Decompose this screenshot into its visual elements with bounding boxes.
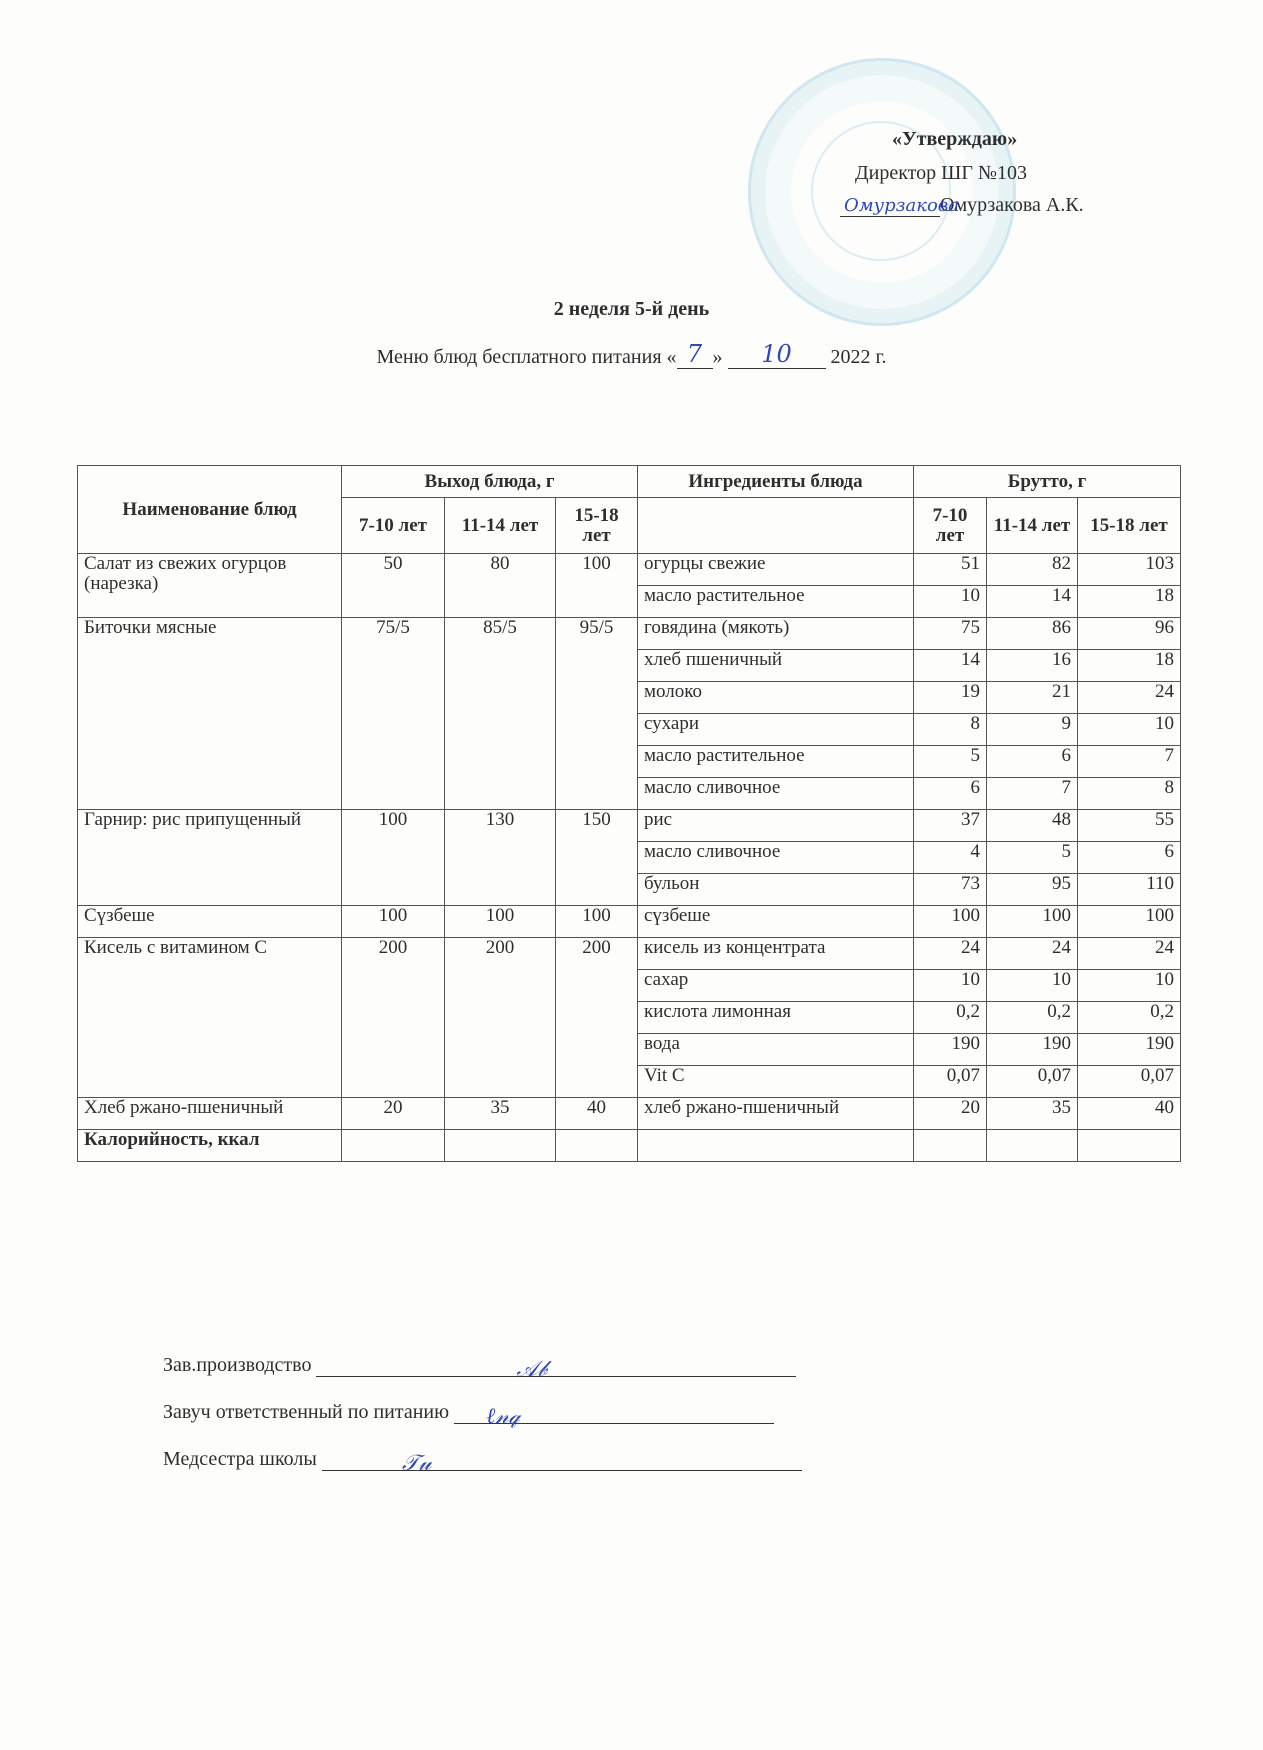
dish-yield: 95/5 [556, 618, 638, 810]
director-signature [840, 195, 959, 217]
dish-yield: 100 [556, 554, 638, 618]
ingredient-gross: 4 [914, 842, 987, 874]
ingredient-gross: 8 [1078, 778, 1181, 810]
ingredient-gross: 7 [1078, 746, 1181, 778]
calories-value-cell [1078, 1130, 1181, 1162]
header-ingredients-blank [638, 498, 914, 554]
signature-row-nurse [163, 1448, 802, 1476]
ingredient-gross: 16 [987, 650, 1078, 682]
ingredient-gross: 6 [914, 778, 987, 810]
dish-yield: 150 [556, 810, 638, 906]
ingredient-gross: 18 [1078, 586, 1181, 618]
ingredient-gross: 10 [1078, 970, 1181, 1002]
signature-label: Завуч ответственный по питанию [163, 1401, 450, 1423]
ingredient-gross: 40 [1078, 1098, 1181, 1130]
ingredient-gross: 5 [914, 746, 987, 778]
header-yield-age-15-18: 15-18 лет [556, 498, 638, 554]
dish-name: Биточки мясные [78, 618, 342, 810]
ingredient-gross: 75 [914, 618, 987, 650]
ingredient-gross: 14 [914, 650, 987, 682]
ingredient-gross: 19 [914, 682, 987, 714]
header-gross-age-15-18: 15-18 лет [1078, 498, 1181, 554]
dish-yield: 35 [445, 1098, 556, 1130]
ingredient-gross: 96 [1078, 618, 1181, 650]
table-row [78, 554, 1181, 586]
signature-line [454, 1403, 774, 1429]
ingredient-gross: 0,07 [914, 1066, 987, 1098]
ingredient-name: бульон [638, 874, 914, 906]
day-value: 7 [686, 340, 703, 368]
ingredient-gross: 95 [987, 874, 1078, 906]
ingredient-name: рис [638, 810, 914, 842]
ingredient-name: молоко [638, 682, 914, 714]
calories-row [78, 1130, 1181, 1162]
ingredient-gross: 35 [987, 1098, 1078, 1130]
calories-value-cell [342, 1130, 445, 1162]
dish-yield: 130 [445, 810, 556, 906]
calories-value-cell [445, 1130, 556, 1162]
ingredient-gross: 8 [914, 714, 987, 746]
ingredient-gross: 0,07 [987, 1066, 1078, 1098]
ingredient-gross: 18 [1078, 650, 1181, 682]
dish-name: Салат из свежих огурцов (нарезка) [78, 554, 342, 618]
ingredient-gross: 14 [987, 586, 1078, 618]
ingredient-gross: 20 [914, 1098, 987, 1130]
dish-yield: 100 [556, 906, 638, 938]
ingredient-name: масло растительное [638, 746, 914, 778]
page-title: 2 неделя 5-й день [553, 298, 710, 320]
header-yield-age-11-14: 11-14 лет [445, 498, 556, 554]
calories-value-cell [638, 1130, 914, 1162]
dish-yield: 85/5 [445, 618, 556, 810]
table-row [78, 1098, 1181, 1130]
month-value: 10 [761, 340, 792, 368]
ingredient-gross: 0,2 [987, 1002, 1078, 1034]
ingredient-gross: 100 [914, 906, 987, 938]
handwritten-signature-icon: ℓ𝓃𝓆 [486, 1404, 520, 1429]
ingredient-gross: 0,07 [1078, 1066, 1181, 1098]
ingredient-name: масло сливочное [638, 842, 914, 874]
subtitle-prefix: Меню блюд бесплатного питания « [376, 346, 677, 368]
dish-name: Кисель с витамином С [78, 938, 342, 1098]
month-field [728, 342, 826, 369]
ingredient-name: хлеб ржано-пшеничный [638, 1098, 914, 1130]
ingredient-gross: 190 [914, 1034, 987, 1066]
ingredient-gross: 10 [1078, 714, 1181, 746]
ingredient-gross: 24 [1078, 938, 1181, 970]
header-yield: Выход блюда, г [342, 466, 638, 498]
day-field [677, 342, 713, 369]
ingredient-gross: 10 [987, 970, 1078, 1002]
dish-yield: 80 [445, 554, 556, 618]
ingredient-gross: 73 [914, 874, 987, 906]
subtitle-middle: » [712, 346, 723, 368]
dish-yield: 20 [342, 1098, 445, 1130]
approval-heading: «Утверждаю» [892, 128, 1018, 150]
ingredient-gross: 24 [987, 938, 1078, 970]
ingredient-name: сухари [638, 714, 914, 746]
ingredient-gross: 100 [987, 906, 1078, 938]
dish-yield: 200 [342, 938, 445, 1098]
ingredient-gross: 24 [914, 938, 987, 970]
header-gross-age-7-10: 7-10 лет [914, 498, 987, 554]
header-gross: Брутто, г [914, 466, 1181, 498]
ingredient-gross: 55 [1078, 810, 1181, 842]
ingredient-gross: 103 [1078, 554, 1181, 586]
ingredient-gross: 24 [1078, 682, 1181, 714]
calories-value-cell [914, 1130, 987, 1162]
signature-line [322, 1450, 802, 1476]
table-row [78, 938, 1181, 970]
approval-signature-line [840, 194, 1084, 217]
ingredient-name: Vit C [638, 1066, 914, 1098]
signature-line [316, 1356, 796, 1382]
header-dish: Наименование блюд [78, 466, 342, 554]
table-row [78, 810, 1181, 842]
ingredient-gross: 6 [987, 746, 1078, 778]
dish-yield: 75/5 [342, 618, 445, 810]
official-stamp [748, 58, 1016, 326]
ingredient-name: говядина (мякоть) [638, 618, 914, 650]
ingredient-gross: 0,2 [1078, 1002, 1181, 1034]
ingredient-name: кислота лимонная [638, 1002, 914, 1034]
ingredient-name: сүзбеше [638, 906, 914, 938]
dish-yield: 100 [445, 906, 556, 938]
ingredient-gross: 86 [987, 618, 1078, 650]
dish-name: Гарнир: рис припущенный [78, 810, 342, 906]
signature-row-head-teacher [163, 1401, 774, 1429]
ingredient-gross: 10 [914, 970, 987, 1002]
header-ingredients: Ингредиенты блюда [638, 466, 914, 498]
approval-name: Омурзакова А.К. [940, 194, 1084, 216]
calories-value-cell [556, 1130, 638, 1162]
dish-yield: 100 [342, 810, 445, 906]
ingredient-gross: 0,2 [914, 1002, 987, 1034]
ingredient-gross: 51 [914, 554, 987, 586]
signature-label: Медсестра школы [163, 1448, 317, 1470]
ingredient-gross: 9 [987, 714, 1078, 746]
dish-name: Сүзбеше [78, 906, 342, 938]
ingredient-gross: 190 [1078, 1034, 1181, 1066]
ingredient-gross: 48 [987, 810, 1078, 842]
ingredient-name: огурцы свежие [638, 554, 914, 586]
calories-label: Калорийность, ккал [78, 1130, 342, 1162]
handwritten-signature-icon: 𝒜𝒷 [516, 1357, 547, 1382]
table-row [78, 618, 1181, 650]
ingredient-gross: 7 [987, 778, 1078, 810]
ingredient-gross: 6 [1078, 842, 1181, 874]
director-signature-text: Омурзакова [844, 195, 959, 216]
ingredient-gross: 5 [987, 842, 1078, 874]
ingredient-gross: 190 [987, 1034, 1078, 1066]
ingredient-gross: 82 [987, 554, 1078, 586]
menu-table-body [78, 554, 1181, 1162]
approval-position: Директор ШГ №103 [855, 162, 1027, 184]
ingredient-gross: 100 [1078, 906, 1181, 938]
ingredient-gross: 10 [914, 586, 987, 618]
dish-yield: 100 [342, 906, 445, 938]
ingredient-name: сахар [638, 970, 914, 1002]
ingredient-name: хлеб пшеничный [638, 650, 914, 682]
table-row [78, 906, 1181, 938]
ingredient-gross: 21 [987, 682, 1078, 714]
ingredient-gross: 37 [914, 810, 987, 842]
dish-yield: 40 [556, 1098, 638, 1130]
ingredient-name: кисель из концентрата [638, 938, 914, 970]
header-yield-age-7-10: 7-10 лет [342, 498, 445, 554]
ingredient-gross: 110 [1078, 874, 1181, 906]
calories-value-cell [987, 1130, 1078, 1162]
menu-table [77, 465, 1181, 1162]
header-gross-age-11-14: 11-14 лет [987, 498, 1078, 554]
signature-row-production [163, 1354, 796, 1382]
menu-subtitle [0, 342, 1263, 369]
dish-yield: 200 [445, 938, 556, 1098]
ingredient-name: масло растительное [638, 586, 914, 618]
handwritten-signature-icon: 𝒯𝓊 [401, 1451, 432, 1476]
subtitle-suffix: 2022 г. [830, 346, 887, 368]
ingredient-name: масло сливочное [638, 778, 914, 810]
ingredient-name: вода [638, 1034, 914, 1066]
dish-name: Хлеб ржано-пшеничный [78, 1098, 342, 1130]
dish-yield: 50 [342, 554, 445, 618]
dish-yield: 200 [556, 938, 638, 1098]
signature-label: Зав.производство [163, 1354, 312, 1376]
